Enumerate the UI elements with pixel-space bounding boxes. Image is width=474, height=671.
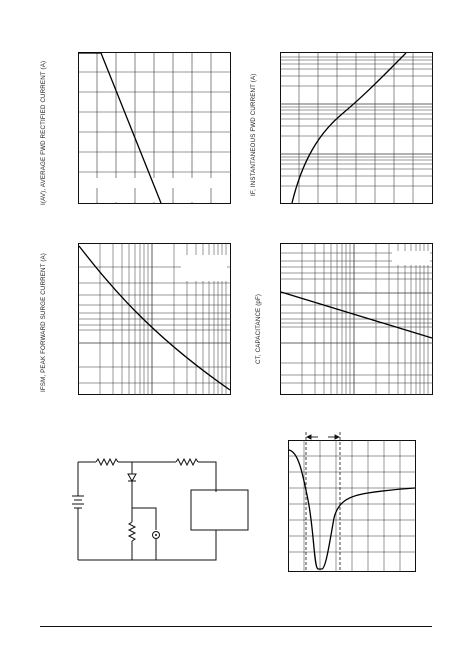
footer-rule — [40, 626, 432, 627]
fig3-plot — [78, 243, 231, 395]
fig1-y-axis-label: I(AV), AVERAGE FWD RECTIFIED CURRENT (A) — [40, 60, 47, 205]
wire-diode-node — [132, 481, 156, 530]
diode-symbol — [128, 474, 136, 481]
fig6-plot — [288, 440, 416, 572]
fig2-log-gridlines — [280, 57, 433, 186]
fig3-legend-mask — [181, 255, 227, 281]
fig6-time-markers — [306, 432, 340, 572]
fig4-capacitance-curve — [281, 292, 432, 338]
fig4-legend-mask — [392, 251, 430, 265]
fig1-label-mask — [79, 178, 229, 202]
fig2-plot — [280, 52, 433, 204]
fig6-trr-arrows — [307, 435, 339, 439]
fig2-frame — [281, 53, 433, 204]
fig4-log-horizontal-gridlines — [280, 253, 433, 383]
fig6-gridlines — [288, 440, 416, 572]
resistor-r2 — [176, 459, 198, 465]
wire-top-right — [198, 462, 216, 492]
test-circuit-schematic — [66, 450, 256, 575]
fig1-plot — [78, 52, 231, 204]
battery-symbol — [72, 496, 84, 508]
resistor-shunt — [129, 522, 135, 541]
oscilloscope-box — [191, 490, 248, 530]
fig2-vertical-gridlines — [299, 52, 413, 204]
fig4-y-axis-label: CT, CAPACITANCE (pF) — [255, 293, 262, 364]
fig3-log-horizontal-gridlines — [78, 267, 231, 383]
fig4-plot — [280, 243, 433, 395]
fig2-y-axis-label: IF, INSTANTANEOUS FWD CURRENT (A) — [250, 73, 257, 196]
resistor-r1 — [96, 459, 118, 465]
fig2-forward-curve — [292, 53, 406, 203]
wire-bottom — [78, 530, 216, 560]
fig3-y-axis-label: IFSM, PEAK FORWARD SURGE CURRENT (A) — [40, 252, 47, 392]
